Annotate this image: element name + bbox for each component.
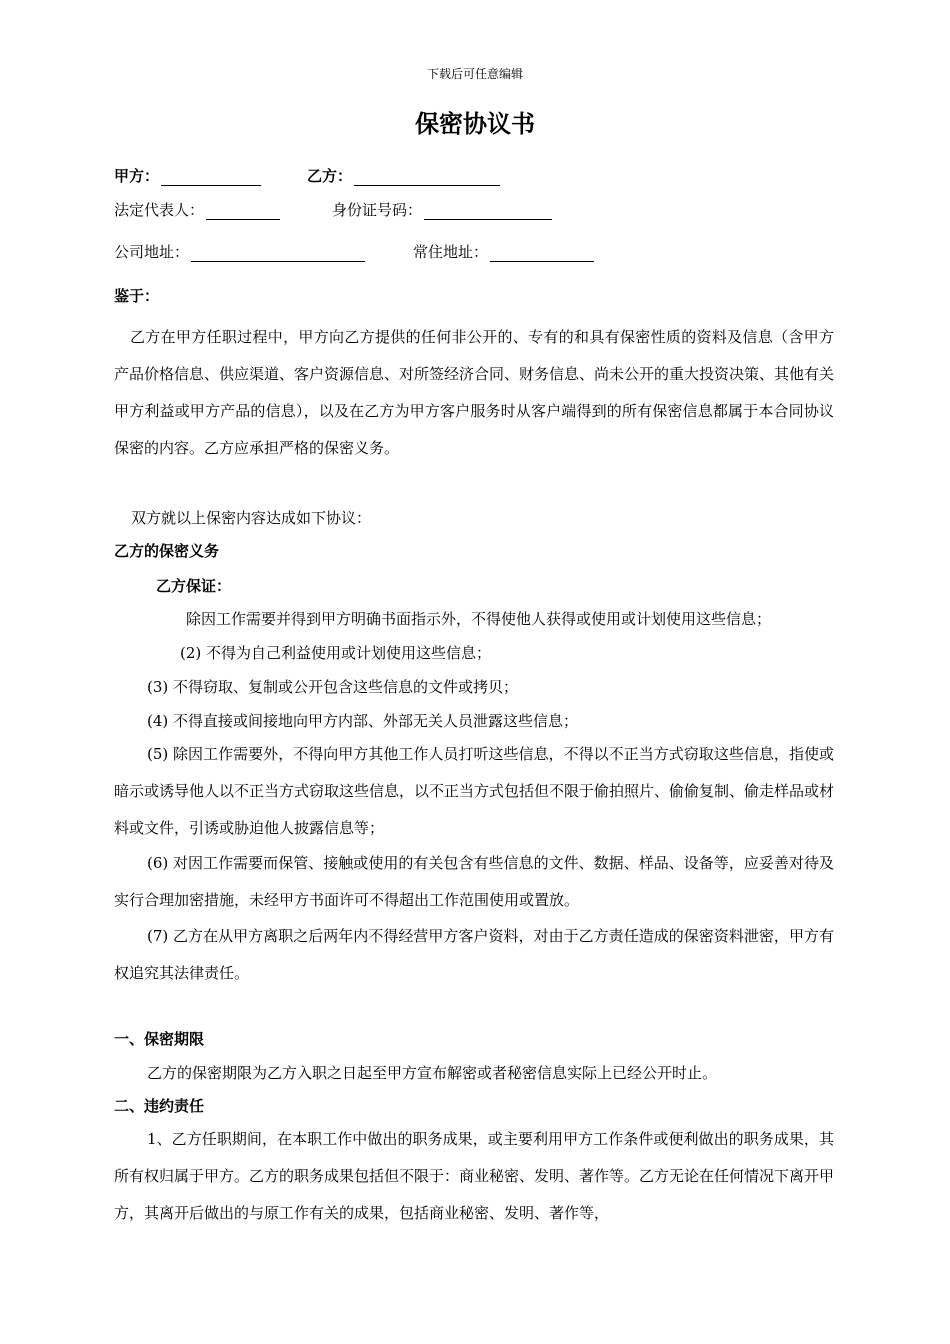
company-address-label: 公司地址： [114, 243, 190, 261]
section-2-heading: 二、违约责任 [114, 1097, 205, 1115]
whereas-heading: 鉴于： [114, 287, 160, 305]
header-note: 下载后可任意编辑 [426, 67, 523, 81]
company-address-line [114, 242, 365, 262]
id-number-blank[interactable] [424, 204, 552, 220]
party-b-blank[interactable] [354, 170, 500, 186]
agreement-intro: 双方就以上保密内容达成如下协议： [131, 509, 372, 527]
obligation-item-4: (4) 不得直接或间接地向甲方内部、外部无关人员泄露这些信息； [147, 712, 579, 730]
party-a-line [114, 166, 261, 186]
party-a-blank[interactable] [161, 170, 261, 186]
residence-address-line [413, 242, 594, 262]
legal-rep-blank[interactable] [206, 204, 280, 220]
whereas-paragraph: 乙方在甲方任职过程中，甲方向乙方提供的任何非公开的、专有的和具有保密性质的资料及信息（含甲方产品价格信息、供应渠道、客户资源信息、对所签经济合同、财务信息、尚未公开的重大投资决策、其他有关甲方利益或甲方产品的信息），以及在乙方为甲方客户服务时从客户端得到的所有保密信息都属于本合同协议保密的内容。乙方应承担严格的保密义务。 [114, 328, 835, 457]
obligations-subheading: 乙方保证： [156, 577, 232, 595]
legal-rep-label: 法定代表人： [114, 201, 205, 219]
obligation-item-3: (3) 不得窃取、复制或公开包含这些信息的文件或拷贝； [147, 678, 519, 696]
section-2-text: 1、乙方任职期间，在本职工作中做出的职务成果，或主要利用甲方工作条件或便利做出的职务成果，其所有权归属于甲方。乙方的职务成果包括但不限于：商业秘密、发明、著作等。乙方无论在任何情况下离开甲方，其离开后做出的与原工作有关的成果，包括商业秘密、发明、著作等， [114, 1130, 835, 1222]
party-a-label: 甲方： [114, 167, 160, 185]
obligations-heading: 乙方的保密义务 [114, 542, 220, 560]
legal-rep-line [114, 200, 280, 220]
obligation-item-6: (6) 对因工作需要而保管、接触或使用的有关包含有些信息的文件、数据、样品、设备等，应妥善对待及实行合理加密措施，未经甲方书面许可不得超出工作范围使用或置放。 [114, 854, 834, 909]
party-b-label: 乙方： [307, 167, 353, 185]
party-b-line [307, 166, 500, 186]
obligation-item-2: (2) 不得为自己利益使用或计划使用这些信息； [180, 644, 492, 662]
residence-address-label: 常住地址： [413, 243, 489, 261]
residence-address-blank[interactable] [490, 246, 594, 262]
document-title: 保密协议书 [415, 110, 535, 138]
id-number-label: 身份证号码： [332, 201, 423, 219]
section-1-text: 乙方的保密期限为乙方入职之日起至甲方宣布解密或者秘密信息实际上已经公开时止。 [147, 1064, 718, 1082]
section-1-heading: 一、保密期限 [114, 1030, 205, 1048]
obligation-item-5: (5) 除因工作需要外，不得向甲方其他工作人员打听这些信息，不得以不正当方式窃取这些信息，指使或暗示或诱导他人以不正当方式窃取这些信息，以不正当方式包括但不限于偷拍照片、偷偷复制、偷走样品或材料或文件，引诱或胁迫他人披露信息等； [114, 745, 835, 837]
company-address-blank[interactable] [191, 246, 365, 262]
obligation-item-7: (7) 乙方在从甲方离职之后两年内不得经营甲方客户资料，对由于乙方责任造成的保密资料泄密，甲方有权追究其法律责任。 [114, 927, 834, 982]
id-number-line [332, 200, 552, 220]
obligation-item-1: 除因工作需要并得到甲方明确书面指示外，不得使他人获得或使用或计划使用这些信息； [186, 610, 772, 628]
